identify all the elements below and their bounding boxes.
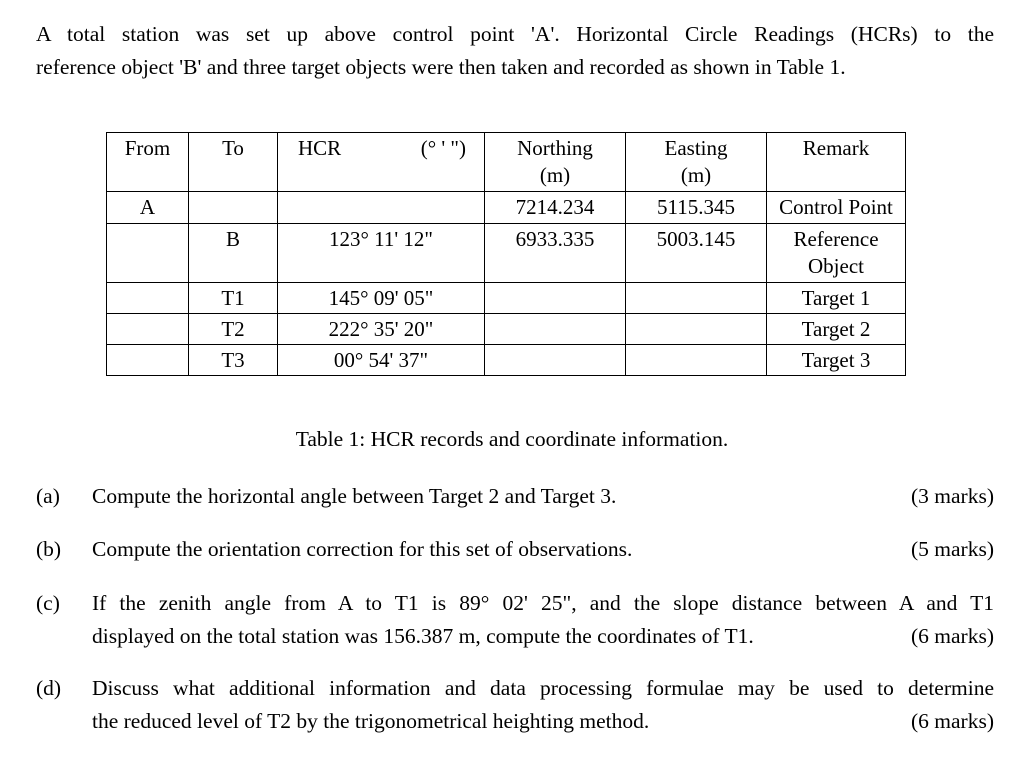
question-a-label: (a): [36, 484, 60, 508]
header-from: From: [107, 133, 189, 192]
table-caption: Table 1: HCR records and coordinate information.: [295, 427, 729, 451]
cell-hcr: 222° 35' 20": [278, 314, 485, 345]
header-to: To: [189, 133, 278, 192]
question-b-text: Compute the orientation correction for this set of observations.: [92, 537, 633, 561]
question-a: [36, 480, 994, 513]
question-c-marks: (6 marks): [911, 624, 994, 648]
cell-remark: Control Point: [767, 192, 906, 224]
cell-remark: Target 2: [767, 314, 906, 345]
cell-northing: 6933.335: [485, 224, 626, 283]
header-hcr: [278, 133, 485, 192]
table-row: [107, 224, 906, 283]
question-a-marks: (3 marks): [911, 484, 994, 508]
cell-hcr: 00° 54' 37": [278, 345, 485, 376]
header-easting-unit: (m): [680, 163, 712, 187]
cell-from: [107, 345, 189, 376]
question-c: [36, 587, 994, 653]
intro-line-1: A total station was set up above control point 'A'. Horizontal Circle Readings (HCRs) to the: [36, 22, 994, 46]
question-b-marks: (5 marks): [911, 537, 994, 561]
cell-to: T2: [189, 314, 278, 345]
question-d-marks: (6 marks): [911, 709, 994, 733]
table-row: [107, 314, 906, 345]
cell-northing: [485, 345, 626, 376]
table-row: [107, 345, 906, 376]
cell-northing: 7214.234: [485, 192, 626, 224]
header-northing-label: Northing: [517, 136, 593, 160]
cell-hcr: 145° 09' 05": [278, 283, 485, 314]
header-remark: Remark: [767, 133, 906, 192]
question-b: [36, 533, 994, 566]
cell-from: [107, 283, 189, 314]
table-row: [107, 192, 906, 224]
question-d-line-2: the reduced level of T2 by the trigonometrical heighting method.: [92, 709, 650, 733]
header-northing-unit: (m): [539, 163, 571, 187]
header-easting-label: Easting: [664, 136, 728, 160]
header-northing: [485, 133, 626, 192]
cell-from: A: [107, 192, 189, 224]
intro-paragraph: [36, 18, 994, 84]
question-c-label: (c): [36, 591, 60, 615]
question-c-line-2: displayed on the total station was 156.387 m, compute the coordinates of T1.: [92, 624, 754, 648]
cell-easting: 5003.145: [626, 224, 767, 283]
cell-to: B: [189, 224, 278, 283]
cell-easting: 5115.345: [626, 192, 767, 224]
question-d-line-1: Discuss what additional information and data processing formulae may be used to determine: [92, 676, 994, 700]
cell-hcr: [278, 192, 485, 224]
cell-to: T3: [189, 345, 278, 376]
cell-to: T1: [189, 283, 278, 314]
question-c-line-1: If the zenith angle from A to T1 is 89° 02' 25", and the slope distance between A and T1: [92, 591, 994, 615]
header-hcr-label: HCR: [298, 136, 342, 160]
intro-line-2: reference object 'B' and three target objects were then taken and recorded as shown in Table 1.: [36, 55, 846, 79]
cell-northing: [485, 283, 626, 314]
table-row: [107, 283, 906, 314]
header-easting: [626, 133, 767, 192]
cell-from: [107, 224, 189, 283]
cell-to: [189, 192, 278, 224]
cell-remark: Target 1: [767, 283, 906, 314]
table-header-row: [107, 133, 906, 192]
cell-easting: [626, 314, 767, 345]
cell-northing: [485, 314, 626, 345]
cell-remark: Reference Object: [767, 224, 906, 283]
question-d: [36, 672, 994, 738]
question-b-label: (b): [36, 537, 62, 561]
question-d-label: (d): [36, 676, 62, 700]
header-hcr-units: (° ' "): [420, 136, 466, 160]
cell-from: [107, 314, 189, 345]
cell-easting: [626, 283, 767, 314]
cell-hcr: 123° 11' 12": [278, 224, 485, 283]
question-a-text: Compute the horizontal angle between Target 2 and Target 3.: [92, 484, 617, 508]
cell-easting: [626, 345, 767, 376]
cell-remark: Target 3: [767, 345, 906, 376]
hcr-table: [106, 132, 906, 376]
